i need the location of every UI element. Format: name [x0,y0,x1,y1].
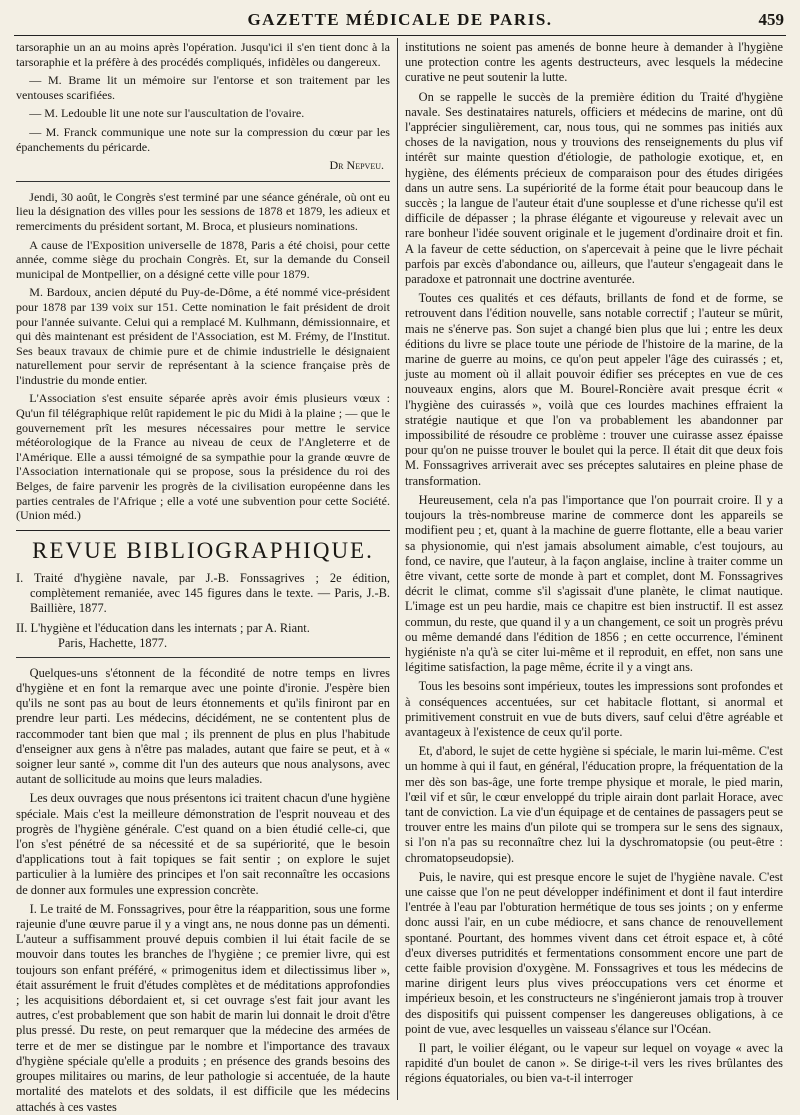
paragraph: On se rappelle le succès de la première édition du Traité d'hygiène navale. Ses destinataires naturels, officiers et médecins de marine, ont dû l'apprécier singulièrement, car, nous tous, qui ne sommes pas initiés aux choses de la navigation, nous y trouvions des renseignements du plus vif intérêt sur mainte question d'étiologie, de pathologie exotique, et, en hygiène, des éléments précieux de comparaison pour des études dirigées dans un autre sens. La supériorité de la forme était pour beaucoup dans le succès ; la langue de l'auteur était d'une souplesse et d'une richesse qu'il est difficile de dépasser ; la phrase élégante et vigoureuse y relevait avec un rare bonheur l'idée souvent originale et le jugement d'ordinaire droit et fin. A la faveur de cette séduction, on s'apercevait à peine que le livre péchait parfois par excès d'abondance ou, ailleurs, que l'auteur s'engageait dans le paradoxe et patronnait une doctrine aventurée. [405,89,783,287]
section-heading: REVUE BIBLIOGRAPHIQUE. [32,537,374,563]
paragraph: tarsoraphie un an au moins après l'opération. Jusqu'ici il s'en tient donc à la tarsoraphie et la préfère à des procédés compliqués, infidèles ou dangereux. [16,40,390,69]
paragraph: L'Association s'est ensuite séparée après avoir émis plusieurs vœux : Qu'un fil télégraphique relût rapidement le pic du Midi à la plaine ; — que le gouvernement prît les mesures nécessaires pour mettre le service météorologique de la France au niveau de ceux de l'Angleterre et de l'Amérique. Elle a aussi témoigné de sa sympathie pour la grande œuvre de l'Association internationale qui se propose, sous la présidence du roi des Belges, de faire parvenir les progrès de la civilisation européenne dans les parties centrales de l'Afrique ; elle a voté une subvention pour cette Société. (Union méd.) [16,391,390,523]
paragraph: Heureusement, cela n'a pas l'importance que l'on pourrait croire. Il y a toujours la très-nombreuse marine de commerce dont les appareils se modifient peu ; et, quant à la machine de guerre flottante, elle a beau varier sa physionomie, qui n'est jamais absolument aimable, c'est toujours, au fond, ce navire, que l'auteur, à la façon anglaise, incline à traiter comme un être vivant, cette sorte de monde à part et complet, dont M. Fonssagrives décrit le climat, comme s'il s'agissait d'une planète, le climat nautique. L'image est un peu hardie, mais ce chapitre est bien instructif. Il est assez commun, du reste, que quand il y a un changement, ce soit un progrès prévu ou même demandé dans l'édition de 1856 ; en cette occurrence, l'éminent hygiéniste n'a qu'à se citer lui-même et il reproduit, en effet, non sans une légitime satisfaction, la page même, écrite il y a vingt ans. [405,492,783,675]
paragraph: Tous les besoins sont impérieux, toutes les impressions sont profondes et à conséquences accentuées, sur cet habitacle flottant, si anormal et primitivement construit en vue de buts divers, sauf celui d'être agréable et avantageux à l'existence de ceux qu'il porte. [405,679,783,739]
paragraph: Quelques-uns s'étonnent de la fécondité de notre temps en livres d'hygiène et en font la remarque avec une pointe d'ironie. J'espère bien qu'ils ne sont pas au bout de leurs étonnements et qu'ils finiront par en prendre leur parti. Les médecins, décidément, ne se contentent plus de raccommoder tant bien que mal ; ils prennent de plus en plus l'habitude d'enseigner aux gens à n'être pas malades, autant que faire se peut, et à « soigner leur santé », comme dit l'un des auteurs que nous analysons, avec autant de sollicitude au moins que leurs maladies. [16,665,390,787]
paragraph: Toutes ces qualités et ces défauts, brillants de fond et de forme, se retrouvent dans l'édition nouvelle, sans notable correctif ; l'auteur se mûrit, mais ne s'énerve pas. Son sujet a changé bien plus que lui ; entre les deux éditions du livre se place toute une période de l'histoire de la marine, de la marine de guerre au moins, ce qu'on peut appeler l'âge des cuirassés ; et, juste au moment où il allait pouvoir édifier ses préceptes en vue de ces nouveaux engins, alors que M. Bourel-Roncière avait presque écrit « l'hygiène des cuirassés », voilà que ces lourdes machines effraient la stratégie nautique et que l'on va probablement les abandonner par impossibilité de résoudre ce problème : trouver une cuirasse assez épaisse pour qu'on ne puisse trouver le boulet qui la perce. Il était dit que deux fois M. Fonssagrives arriverait avec ses préceptes salutaires en pleine phase de transformation. [405,291,783,488]
reference-text: I. Traité d'hygiène navale, par J.-B. Fonssagrives ; 2e édition, complètement remaniée, avec 145 figures dans le texte. — Paris, J.-B. Baillière, 1877. [16,570,390,615]
journal-title: GAZETTE MÉDICALE DE PARIS. [247,10,553,29]
paragraph: Puis, le navire, qui est presque encore le sujet de l'hygiène navale. C'est une caisse que l'on ne peut développer indéfiniment et dont il faut interdire l'entrée à l'eau par l'obturation hermétique de tous ses joints ; on y enferme donc aussi l'air, en un cube médiocre, et sans chance de renouvellement spontané. Pourtant, des hommes vivent dans cet étroit espace et, à côté d'eux diverses putridités et fermentations consomment encore une part de cette faible provision d'oxygène. M. Fonssagrives et tous les médecins de marine dirigent leurs plus vives préoccupations vers cet énorme et impérieux besoin, et les constructeurs ne s'ingénieront jamais trop à trouver des dispositifs qui puissent compenser les dangereuses obligations, à ce point de vue, avec lesquelles un vaisseau s'élance sur l'Océan. [405,869,783,1036]
header-rule [14,35,786,36]
page-header [0,0,800,36]
paragraph: — M. Brame lit un mémoire sur l'entorse et son traitement par les ventouses scarifiées. [16,73,390,102]
right-column [405,40,783,1098]
section-rule [16,530,390,531]
paragraph: — M. Franck communique une note sur la compression du cœur par les épanchements du péricarde. [16,124,390,154]
paragraph: Et, d'abord, le sujet de cette hygiène si spéciale, le marin lui-même. C'est un homme à qui il faut, en général, l'éducation propre, la fréquentation de la mer dès son bas-âge, une forte trempe physique et morale, le pied marin, l'œil vif et sûr, le cœur enveloppé du triple airain dont parlait Horace, avec tant de conviction. La vie d'un équipage et de centaines de passagers peut se trouver entre les mains d'un pilote qui se trompera sur le sens des signaux, si l'on n'a pas su reconnaître chez lui la dyschromatopsie (ou peut-être : chromatopseudopsie). [405,744,783,865]
left-column [16,40,390,1114]
reference-publisher: Paris, Hachette, 1877. [58,635,168,650]
paragraph: I. Le traité de M. Fonssagrives, pour être la réapparition, sous une forme rajeunie d'une œuvre parue il y a vingt ans, ne nous donne pas un démenti. L'auteur a suffisamment prouvé depuis combien il lui était facile de se mouvoir dans toutes les branches de l'hygiène ; ce premier livre, qui est toujours son enfant préféré, « primogenitus idem et dilectissimus liber », était assurément le fruit d'études complètes et de méditations approfondies ; les acquisitions débordaient et, si cet ouvrage s'est fait jour avant les autres, c'est probablement que son habit de marin lui donnait le droit d'être plus pressé. Du reste, on peut remarquer que la médecine des armées de terre et de mer se distingue par le nombre et l'importance des travaux d'hygiène spéciale qu'elle a produits ; en présence des grands besoins des groupes militaires ou marins, de leur pathologie si accentuée, de la haute mortalité des matelots et des soldats, il est difficile que les médecins attachés à ces vastes [16,901,390,1114]
section-rule [16,181,390,182]
author-signature: Dr Nepveu. [329,158,384,173]
paragraph: M. Bardoux, ancien député du Puy-de-Dôme, a été nommé vice-président pour 1878 par 139 voix sur 151. Cette nomination le fait président de droit pour l'année suivante. Celui qui a remplacé M. Kulhmann, démissionnaire, et qui dès maintenant est président de l'Association, est M. Frémy, de l'Institut. Ses beaux travaux de chimie pure et de chimie industrielle le désignaient naturellement pour servir de représentant à la science française près de l'industrie du monde entier. [16,285,390,387]
bibliographic-reference [16,621,390,651]
column-divider [397,38,398,1100]
page-number: 459 [758,10,784,29]
paragraph: Jendi, 30 août, le Congrès s'est terminé par une séance générale, où ont eu lieu la désignation des villes pour les sessions de 1878 et 1879, les adieux et remerciments du président sortant, M. Broca, et plusieurs nominations. [16,189,390,233]
paragraph: A cause de l'Exposition universelle de 1878, Paris a été choisi, pour cette année, comme siège du prochain Congrès. Et, sur la demande du Conseil municipal de Montpellier, on a désigné cette ville pour 1879. [16,237,390,281]
bibliographic-reference [16,571,390,616]
paragraph: Il part, le voilier élégant, ou le vapeur sur lequel on voyage « avec la rapidité d'un boulet de canon ». Se dirige-t-il vers les rives brûlantes des régions équatoriales, ou bien va-t-il interroger [405,1041,783,1086]
paragraph: Les deux ouvrages que nous présentons ici traitent chacun d'une hygiène spéciale. Mais c'est la meilleure démonstration de l'esprit nouveau et des progrès de l'hygiène générale. C'est quand on a bien étudié celle-ci, que l'on s'est pénétré de sa nécessité et de sa supériorité, que le besoin d'applications tout à fait topiques se fait sentir ; on explore le sujet particulier à la lumière des principes et l'on sait reconnaître les occasions de donner aux formules une expression concrète. [16,791,390,897]
reference-text: II. L'hygiène et l'éducation dans les internats ; par A. Riant. [16,620,310,635]
paragraph: institutions ne soient pas amenés de bonne heure à demander à l'hygiène une protection contre les agents destructeurs, avec lesquels la médecine curative ne peut soutenir la lutte. [405,40,783,85]
section-rule [16,657,390,658]
paragraph: — M. Ledouble lit une note sur l'auscultation de l'ovaire. [29,106,305,121]
